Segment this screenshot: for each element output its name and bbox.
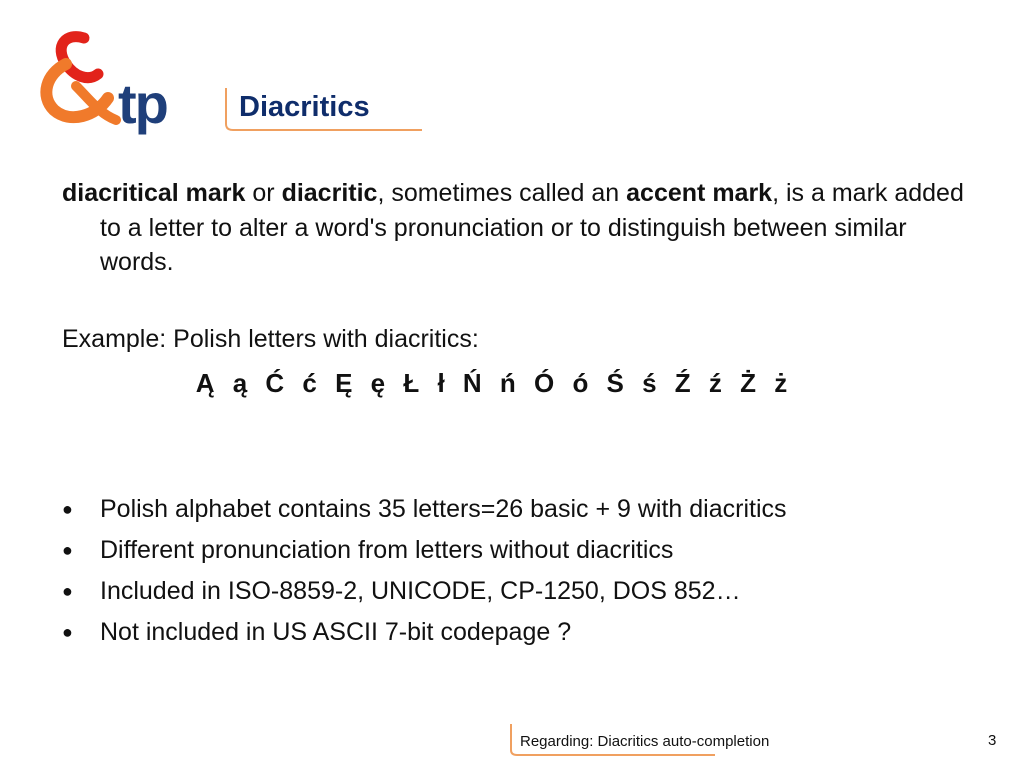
definition-rest: , is a mark added to a letter to alter a word's pronunciation or to distinguish between similar words. (100, 179, 964, 276)
definition-conj: or (245, 179, 282, 207)
term-diacritical-mark: diacritical mark (62, 179, 246, 207)
bullet-icon: ● (62, 581, 73, 601)
ampersand-logo-icon (36, 30, 126, 130)
term-accent-mark: accent mark (626, 179, 773, 207)
title-area (224, 86, 424, 132)
bullet-text: Included in ISO-8859-2, UNICODE, CP-1250, DOS 852… (100, 577, 741, 605)
bullet-text: Different pronunciation from letters without diacritics (100, 536, 674, 564)
bullet-item (62, 530, 787, 571)
bullet-icon: ● (62, 622, 73, 642)
logo-text: tp (118, 72, 167, 135)
definition-mid: , sometimes called an (377, 179, 627, 207)
polish-letters: Ą ą Ć ć Ę ę Ł ł Ń ń Ó ó Ś ś Ź ź Ż ż (195, 368, 789, 398)
slide-title: Diacritics (239, 91, 370, 123)
footer-text: Regarding: Diacritics auto-completion (520, 733, 770, 750)
bullet-icon: ● (62, 540, 73, 560)
bullet-item (62, 612, 787, 653)
bullet-icon: ● (62, 499, 73, 519)
bullet-text: Not included in US ASCII 7-bit codepage ? (100, 618, 572, 646)
bullet-text: Polish alphabet contains 35 letters=26 basic + 9 with diacritics (100, 495, 787, 523)
footer (505, 720, 805, 760)
page-number: 3 (988, 732, 997, 749)
bullet-item (62, 571, 787, 612)
definition-paragraph (62, 176, 980, 280)
term-diacritic: diacritic (281, 179, 378, 207)
bullet-list (62, 489, 787, 653)
tp-logo (36, 30, 196, 135)
example-label: Example: Polish letters with diacritics: (62, 325, 479, 353)
bullet-item (62, 489, 787, 530)
